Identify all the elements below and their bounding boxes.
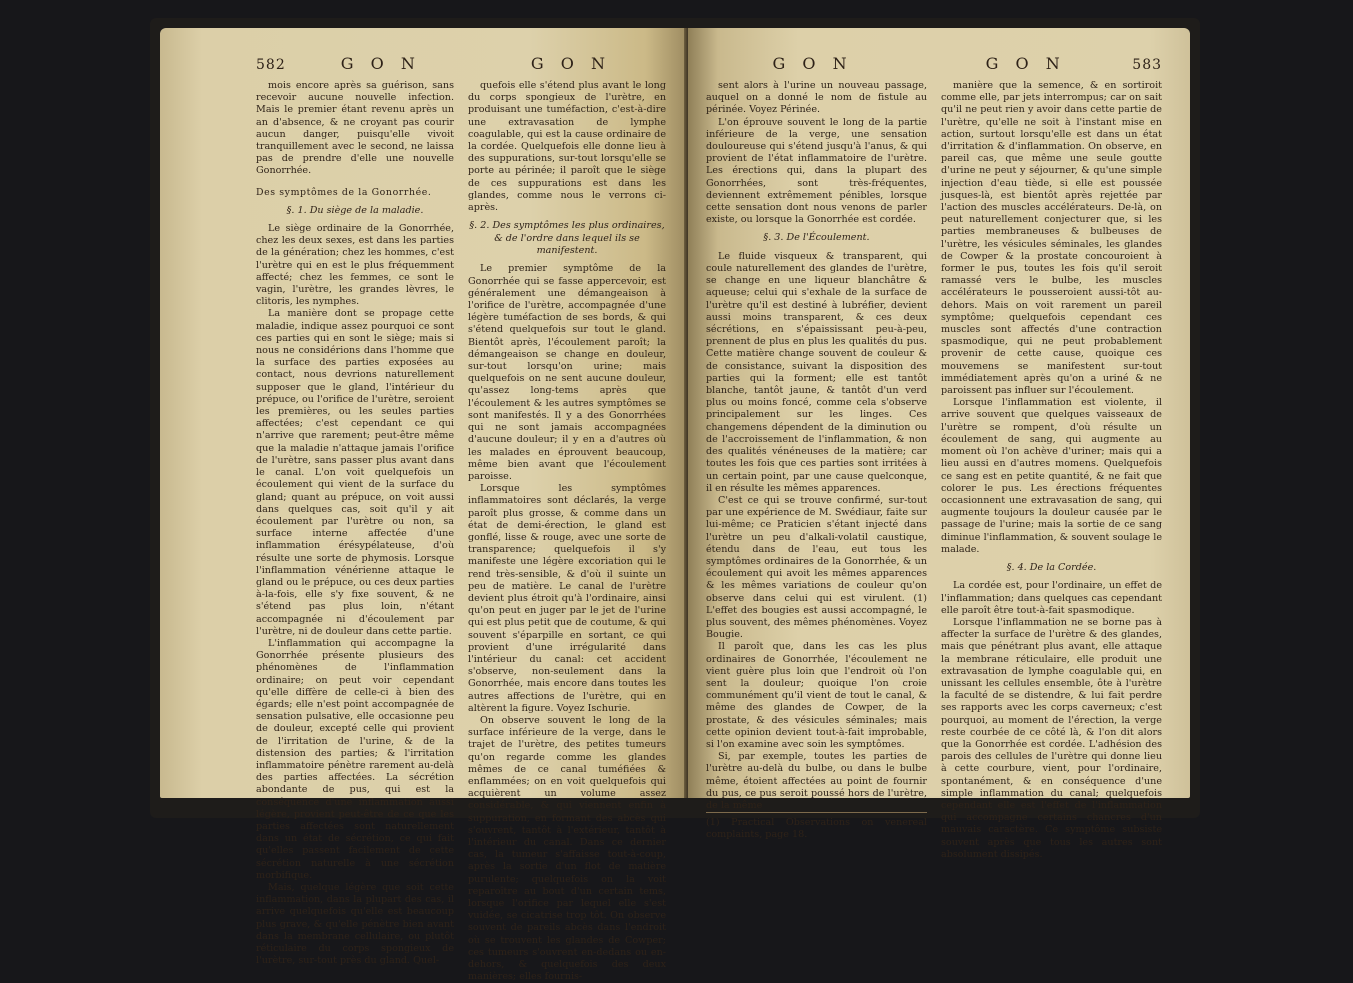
subsection-heading: §. 1. Du siège de la maladie.: [286, 204, 424, 216]
paragraph: sent alors à l'urine un nouveau passage, auquel on a donné le nom de fistule au périnée. Voyez Périnée.: [706, 80, 927, 116]
running-head-right-2: G O N: [985, 54, 1066, 73]
left-page-column-1: [256, 80, 454, 967]
paragraph: L'inflammation qui accompagne la Gonorrhée présente plusieurs des phénomènes de l'inflammation ordinaire; on peut voir cependant qu'elle diffère de celle-ci à bien des égards; elle n'est point accompagnée de sensation pulsative, elle occasionne peu de douleur, excepté celle qui provient de l'irritation de l'urine, & de la distension des parties; & l'irritation inflammatoire pénètre rarement au-delà des parties affectées. La sécrétion abondante de pus, qui est la conséquence d'une inflammation aussi légère, provient peut-être de ce que les parties affectées sont naturellement dans un état de sécrétion, ce qui fait qu'elles passent facilement de cette sécrétion naturelle à une sécrétion morbifique.: [256, 637, 454, 881]
paragraph: C'est ce qui se trouve confirmé, sur-tout par une expérience de M. Swédiaur, faite sur lui-même; ce Praticien s'étant injecté dans l'urètre un peu d'alkali-volatil caustique, étendu dans de l'eau, eut tous les symptômes ordinaires de la Gonorrhée, & un écoulement qui avoit les mêmes apparences & les mêmes variations de couleur qu'on observe dans celui qui est virulent. (1) L'effet des bougies est aussi accompagné, le plus souvent, des mêmes phénomènes. Voyez Bougie.: [706, 494, 927, 641]
paragraph: manière que la semence, & en sortiroit comme elle, par jets interrompus; car on sait qu'il ne peut rien y avoir dans cette partie de l'urètre, qu'elle ne soit à l'instant mise en action, surtout lorsqu'elle est dans un état d'irritation & d'inflammation. On observe, en pareil cas, que même une seule goutte d'urine ne peut y séjourner, & qu'une simple injection d'eau tiède, si elle est poussée jusques-là, est bientôt après rejettée par l'action des muscles accélérateurs. De-là, on peut naturellement conjecturer que, si les parties membraneuses & bulbeuses de l'urètre, les vésicules séminales, les glandes de Cowper & la prostate concouroient à former le pus, toutes les fois qu'il seroit ramassé vers le bulbe, les muscles accélérateurs le pousseroient aussi-tôt au-dehors. Mais on voit rarement un pareil symptôme; quelquefois cependant ces muscles sont affectés d'une contraction spasmodique, qui ne peut probablement provenir de cette cause, quoique ces mouvemens se manifestent sur-tout immédiatement après qu'on a uriné & ne paroissent pas influer sur l'écoulement.: [941, 80, 1162, 397]
page-number-right: 583: [1132, 57, 1163, 73]
subsection-heading: §. 3. De l'Écoulement.: [763, 232, 870, 244]
paragraph: On observe souvent le long de la surface inférieure de la verge, dans le trajet de l'urètre, des petites tumeurs qu'on regarde comme les glandes mêmes de ce canal tuméfiées & enflammées; on en voit quelquefois qui acquièrent un volume assez considérable, & qui viennent enfin à suppuration, en formant des abcès qui s'ouvrent, tantôt à l'extérieur, tantôt à l'intérieur du canal. Dans ce dernier cas, la tumeur s'affaisse tout-à-coup, après la sortie d'un flot de matière purulente; quelquefois on la voit reparoître au bout d'un certain tems, lorsque l'orifice par lequel elle s'est vuidée, se cicatrise trop tôt. On observe souvent de pareils abcès dans l'endroit où se trouvent les glandes de Cowper; ces tumeurs s'ouvrent en-dedans ou en-dehors, & quelquefois des deux manières; elles fournis-: [468, 714, 666, 983]
section-title: Des symptômes de la Gonorrhée.: [256, 186, 432, 198]
paragraph: Le fluide visqueux & transparent, qui coule naturellement des glandes de l'urètre, se change en une liqueur blanchâtre & aqueuse; celui qui s'exhale de la surface de l'urètre qu'il est destiné à lubréfier, devient aussi moins transparent, & ces deux sécrétions, en s'épaississant peu-à-peu, prennent de plus en plus les qualités du pus. Cette matière change souvent de couleur & de consistance, suivant la disposition des parties qui la forment; elle est tantôt blanche, tantôt jaune, & tantôt d'un verd plus ou moins foncé, comme cela s'observe principalement sur les linges. Ces changemens dépendent de la diminution ou de l'accroissement de l'inflammation, & non des qualités vénéneuses de la matière; car toutes les fois que ces parties sont irritées à un certain point, par une cause quelconque, il en résulte les mêmes apparences.: [706, 250, 927, 494]
page-number-left: 582: [256, 57, 286, 73]
footnote: (1) Practical Observations on venereal complaints, page 18.: [706, 812, 927, 841]
paragraph: Si, par exemple, toutes les parties de l'urètre au-delà du bulbe, ou dans le bulbe même, étoient affectées au point de fournir du pus, ce pus seroit poussé hors de l'urètre, de la même: [706, 751, 927, 811]
right-page-column-2: [941, 80, 1162, 860]
left-page-header: [256, 54, 666, 76]
paragraph: La cordée est, pour l'ordinaire, un effet de l'inflammation; dans quelques cas cependant elle paroît être tout-à-fait spasmodique.: [941, 580, 1162, 616]
paragraph: L'on éprouve souvent le long de la partie inférieure de la verge, une sensation douloureuse qui s'étend jusqu'à l'anus, & qui provient de l'état inflammatoire de l'urètre. Les érections qui, dans la plupart des Gonorrhées, sont très-fréquentes, deviennent extrêmement pénibles, lorsque cette sensation dont nous venons de parler existe, ou lorsque la Gonorrhée est cordée.: [706, 116, 927, 226]
paragraph: Le premier symptôme de la Gonorrhée qui se fasse appercevoir, est généralement une démangeaison à l'orifice de l'urètre, accompagnée d'une légère tuméfaction de ses bords, & qui s'étend quelquefois sur tout le gland. Bientôt après, l'écoulement paroît; la démangeaison se change en douleur, sur-tout lorsqu'on urine; mais quelquefois on ne sent aucune douleur, qu'assez long-tems après que l'écoulement & les autres symptômes se sont manifestés. Il y a des Gonorrhées qui ne sont jamais accompagnées d'aucune douleur; il y en a d'autres où les malades en éprouvent beaucoup, même bien avant que l'écoulement paroisse.: [468, 263, 666, 482]
running-head-right-1: G O N: [772, 54, 853, 73]
right-page: [688, 28, 1190, 860]
running-head-left-1: G O N: [340, 54, 421, 73]
left-page: [160, 28, 688, 983]
running-head-left-2: G O N: [530, 54, 611, 73]
paragraph: Lorsque l'inflammation est violente, il arrive souvent que quelques vaisseaux de l'urètre se rompent, d'où résulte un écoulement de sang, qui augmente au moment où l'on achève d'uriner; mais qui a lieu aussi en d'autres momens. Quelquefois ce sang est en petite quantité, & ne fait que colorer le pus. Les érections fréquentes occasionnent une extravasation de sang, qui augmente toujours la douleur causée par le passage de l'urine; mais la sortie de ce sang diminue l'inflammation, & souvent soulage le malade.: [941, 397, 1162, 555]
paragraph: mois encore après sa guérison, sans recevoir aucune nouvelle infection. Mais le premier étant revenu après un an d'absence, & ne croyant pas courir aucun danger, puisqu'elle vivoit tranquillement avec le second, ne laissa pas de prendre d'elle une nouvelle Gonorrhée.: [256, 80, 454, 177]
paragraph: Lorsque l'inflammation ne se borne pas à affecter la surface de l'urètre & des glandes, mais que pénétrant plus avant, elle attaque la membrane réticulaire, elle produit une extravasation de lymphe coagulable qui, en unissant les cellules ensemble, ôte à l'urètre la faculté de se distendre, & lui fait perdre ses rapports avec les corps caverneux; c'est pourquoi, au moment de l'érection, la verge reste courbée de ce côté là, & l'on dit alors que la Gonorrhée est cordée. L'adhésion des parois des cellules de l'urètre qui donne lieu à cette courbure, vient, pour l'ordinaire, spontanément, & en conséquence d'une simple inflammation du canal; quelquefois cependant elle est l'effet de l'inflammation qui accompagne certains chancres d'un mauvais caractère. Ce symptôme subsiste souvent après que tous les autres sont absolument dissipés.: [941, 616, 1162, 860]
paragraph: Mais, quelque légère que soit cette inflammation, dans la plupart des cas, il arrive quelquefois qu'elle est beaucoup plus grave, & qu'elle pénètre bien avant dans la membrane cellulaire, ou plutôt réticulaire du corps spongieux de l'urètre, sur-tout près du gland. Quel-: [256, 882, 454, 967]
paragraph: Il paroît que, dans les cas les plus ordinaires de Gonorrhée, l'écoulement ne vient guère plus loin que l'endroit où l'on sent la douleur; quoique l'on croie communément qu'il vient de tout le canal, & même des glandes de Cowper, de la prostate, & des vésicules séminales; mais cette opinion devient tout-à-fait improbable, si l'on examine avec soin les symptômes.: [706, 641, 927, 750]
paragraph: La manière dont se propage cette maladie, indique assez pourquoi ce sont ces parties qui en sont le siège; mais si nous ne considérions dans l'homme que la surface des parties exposées au contact, nous devrions naturellement supposer que le gland, l'intérieur du prépuce, ou l'orifice de l'urètre, seroient les premières, ou les seules parties affectées; c'est cependant ce qui n'arrive que rarement; peut-être même que la maladie n'attaque jamais l'orifice de l'urètre, sans passer plus avant dans le canal. L'on voit quelquefois un écoulement qui vient de la surface du gland; quant au prépuce, on voit aussi dans quelques cas, soit qu'il y ait écoulement par l'urètre ou non, sa surface interne affectée d'une inflammation érésypélateuse, d'où résulte une sorte de phymosis. Lorsque l'inflammation vénérienne attaque le gland ou le prépuce, ou ces deux parties à-la-fois, elle s'y fixe souvent, & ne s'étend pas plus loin, n'étant accompagnée ni d'écoulement par l'urètre, ni de douleur dans cette partie.: [256, 308, 454, 637]
paragraph: Lorsque les symptômes inflammatoires sont déclarés, la verge paroît plus grosse, & comme dans un état de demi-érection, le gland est gonflé, lisse & rouge, avec une sorte de transparence; quelquefois il s'y manifeste une légère excoriation qui le rend très-sensible, & d'où il suinte un peu de matière. Le canal de l'urètre devient plus étroit qu'à l'ordinaire, ainsi qu'on peut en juger par le jet de l'urine qui est plus petit que de coutume, & qui souvent s'éparpille en sortant, ce qui provient d'une irrégularité dans l'intérieur du canal: cet accident s'observe, non-seulement dans la Gonorrhée, mais encore dans toutes les autres affections de l'urètre, qui en altèrent la figure. Voyez Ischurie.: [468, 483, 666, 714]
paragraph: quefois elle s'étend plus avant le long du corps spongieux de l'urètre, en produisant une tuméfaction, c'est-à-dire une extravasation de lymphe coagulable, qui est la cause ordinaire de la cordée. Quelquefois elle donne lieu à des suppurations, sur-tout lorsqu'elle se porte au périnée; il paroît que le siège de ces suppurations est dans les glandes, comme nous le verrons ci-après.: [468, 80, 666, 214]
subsection-heading: §. 4. De la Cordée.: [1006, 561, 1097, 573]
subsection-heading: §. 2. Des symptômes les plus ordinaires, & de l'ordre dans lequel ils se manifestent.: [469, 220, 665, 257]
right-page-column-1: [706, 80, 927, 841]
paragraph: Le siège ordinaire de la Gonorrhée, chez les deux sexes, est dans les parties de la génération; chez les hommes, c'est l'urètre qui en est le plus fréquemment affecté; chez les femmes, ce sont le vagin, l'urètre, les grandes lèvres, le clitoris, les nymphes.: [256, 223, 454, 308]
right-page-header: [706, 54, 1162, 76]
left-page-column-2: [468, 80, 666, 983]
